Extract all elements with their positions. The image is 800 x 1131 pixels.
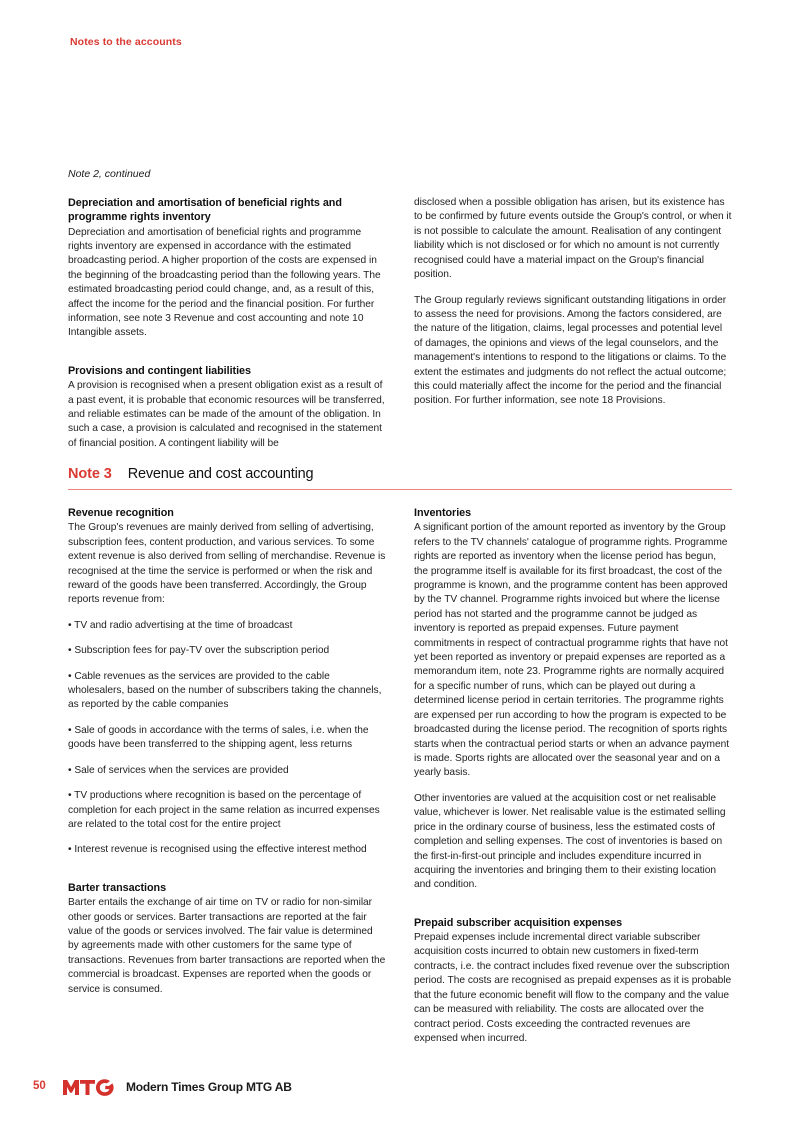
paragraph-barter: Barter entails the exchange of air time on TV or radio for non-similar other goods or services. Barter transactions are reported at the fair value of the goods or services involved. The fair value is determined by agreements made with other customers for the same type of transactions. Revenues from barter transactions are reported when the commercial is broadcast. Expenses are reported when the goods or service is consumed. [68,897,386,995]
list-item: • TV and radio advertising at the time of broadcast [68,619,293,631]
paragraph-inventories-2: Other inventories are valued at the acquisition cost or net realisable value, whichever is lower. Net realisable value is the estimated selling price in the ordinary course of business, less the estimated costs of completion and selling expenses. The cost of inventories is based on the first-in-first-out principle and includes expenditure incurred in acquiring the inventories and bringing them to their existing location and condition. [414,792,726,891]
list-item: • Sale of services when the services are provided [68,764,289,776]
footer-company-name: Modern Times Group MTG AB [126,1080,292,1094]
paragraph-litigations: The Group regularly reviews significant outstanding litigations in order to assess the need for provisions. Among the factors considered, are the nature of the litigation, claims, legal processes and potential level of damages, the opinions and views of the legal counselors, and the management's intentions to respond to the litigations or claims. To the extent the estimates and judgments do not reflect the actual outcome; this could materially affect the income for the period and the financial position. For further information, see note 18 Provisions. [414,294,727,407]
note3-heading-band [68,466,732,490]
list-item: • Cable revenues as the services are provided to the cable wholesalers, based on the number of subscribers taking the channels, as reported by the cable companies [68,670,382,711]
list-item: • Sale of goods in accordance with the terms of sales, i.e. when the goods have been transferred to the shipping agent, less returns [68,724,369,751]
note2-columns [68,196,732,451]
note2-right-column [414,196,732,409]
mtg-logo-icon [62,1077,114,1098]
paragraph-depreciation: Depreciation and amortisation of beneficial rights and programme rights inventory are expensed in accordance with the estimated broadcasting period. A higher proportion of the costs are expensed in the beginning of the broadcasting period than the following years. The estimated broadcasting period could change, and, as a result of this, affect the income for the period and the financial position. For further information, see note 3 Revenue and cost accounting and note 10 Intangible assets. [68,226,381,339]
section-spacer [414,904,732,916]
section-heading-depreciation: Depreciation and amortisation of beneficial rights and programme rights inventory [68,197,342,224]
section-heading-provisions: Provisions and contingent liabilities [68,364,251,377]
list-item: • TV productions where recognition is based on the percentage of completion for each project in the same relation as incurred expenses are related to the total cost for the entire project [68,790,380,830]
note-continued-label: Note 2, continued [68,168,151,180]
note3-number: Note 3 [68,466,112,482]
note2-left-column [68,196,386,451]
running-head: Notes to the accounts [70,36,182,48]
paragraph-inventories-1: A significant portion of the amount reported as inventory by the Group refers to the TV channels' catalogue of programme rights. Programme rights are reported as inventory when the license period has begun, the programme itself is available for its first broadcast, the cost of the programme is known, and the programme content has been approved by the TV channel. Programme rights invoiced but where the license period has not started and the programme cannot be judged as inventory is reported as prepaid expenses. Future payment commitments in respect of contractual programme rights that have not yet been reported as inventory or prepaid expenses are reported as a memorandum item, note 23. Programme rights are normally acquired for a specific number of runs, which can be played out during a determined license period in certain territories. The programme rights are expensed per run according to how the program is expected to be broadcasted during the license period. The recognition of sports rights starts when the contractual period starts or when an advance payment is made. Sports rights are allocated over the seasonal year and on a yearly basis. [414,522,730,779]
paragraph-prepaid: Prepaid expenses include incremental direct variable subscriber acquisition costs incurred to obtain new customers in fixed-term contracts, i.e. the contract includes fixed revenue over the subscription period. The costs are recognised as prepaid expenses as it is probable that the future economic benefit will flow to the company and the value can be measured with reliability. The costs are allocated over the contract period. Costs exceeding the contracted revenues are expensed when incurred. [414,932,732,1044]
paragraph-provisions: A provision is recognised when a present obligation exist as a result of a past event, it is probable that economic resources will be transferred, and reliable estimates can be made of the amount of the obligation. In such a case, a provision is calculated and recognised in the statement of financial position. A contingent liability will be [68,380,385,449]
note3-divider-rule [68,489,732,490]
section-spacer [68,352,386,364]
list-item: • Subscription fees for pay-TV over the subscription period [68,645,330,657]
note3-heading-row [68,466,732,489]
section-spacer [68,869,386,881]
section-heading-revenue-recognition: Revenue recognition [68,507,174,519]
section-heading-inventories: Inventories [414,507,472,519]
note3-right-column [414,506,732,1046]
paragraph-revenue-intro: The Group's revenues are mainly derived from selling of advertising, subscription fees, content production, and various services. To some extent revenue is also derived from selling of merchandise. Revenue is recognised at the time the service is performed or when the risk and reward of the goods have been transferred. Accordingly, the Group reports revenue from: [68,522,386,606]
page-number: 50 [33,1080,46,1092]
paragraph-contingent-disclosure: disclosed when a possible obligation has arisen, but its existence has to be confirmed by future events outside the Group's control, or when it is not possible to calculate the amount. Realisation of any contingent liability which is not disclosed or for which no amount is not currently recognised could have a material impact on the Group's financial position. [414,197,732,281]
note3-columns [68,506,732,1046]
note3-left-column [68,506,386,997]
section-heading-barter: Barter transactions [68,881,167,894]
section-heading-prepaid: Prepaid subscriber acquisition expenses [414,916,623,929]
note3-title: Revenue and cost accounting [127,466,314,482]
list-item: • Interest revenue is recognised using the effective interest method [68,844,367,856]
